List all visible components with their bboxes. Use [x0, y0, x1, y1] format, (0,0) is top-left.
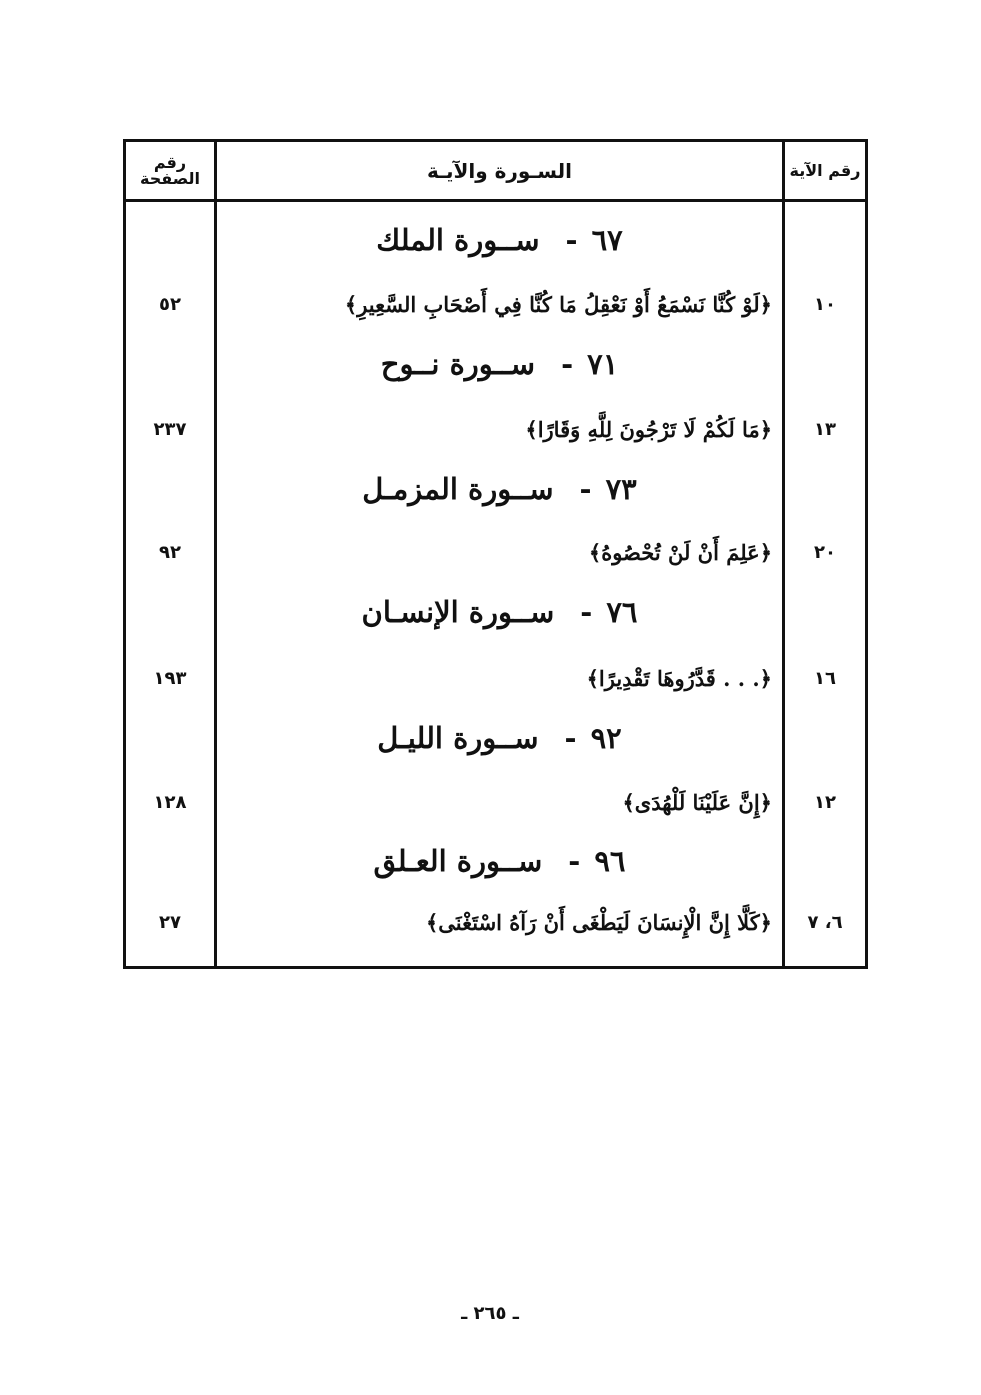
surah-number: ٩٦	[594, 844, 626, 878]
verse-text: ﴿إِنَّ عَلَيْنَا لَلْهُدَى﴾	[622, 789, 772, 815]
surah-number: ٧١	[587, 347, 619, 381]
ayah-number: ١٢	[814, 791, 836, 813]
header-divider	[126, 199, 865, 202]
page-reference: ٥٢	[159, 293, 181, 315]
surah-number: ٩٢	[590, 721, 622, 755]
page-reference: ٢٧	[159, 911, 181, 933]
table-row	[126, 894, 865, 950]
ayah-number: ١٠	[814, 293, 836, 315]
surah-heading	[217, 582, 782, 642]
page-reference: ٩٢	[159, 541, 181, 563]
surah-heading	[217, 831, 782, 891]
surah-heading	[217, 334, 782, 394]
surah-dash: -	[565, 223, 578, 257]
surah-name: ســورة المزمـل	[362, 472, 554, 506]
table-row	[126, 401, 865, 457]
verse-text: ﴿عَلِمَ أَنْ لَنْ تُحْصُوهُ﴾	[588, 539, 772, 565]
header-page-number: رقم الصفحة	[139, 152, 200, 188]
surah-heading	[217, 459, 782, 519]
ayah-number: ٢٠	[814, 541, 836, 563]
table-row	[126, 774, 865, 830]
surah-name: ســورة نــوح	[380, 347, 536, 381]
surah-number: ٧٦	[606, 595, 638, 629]
ayah-number: ١٣	[814, 418, 836, 440]
surah-dash: -	[564, 721, 577, 755]
surah-dash: -	[579, 472, 592, 506]
surah-name: ســورة الإنسـان	[361, 595, 555, 629]
table-row	[126, 650, 865, 706]
header-ayah-number: رقم الآية	[789, 160, 861, 180]
page-reference: ١٩٣	[153, 667, 187, 689]
surah-heading	[217, 210, 782, 270]
verse-text: ﴿مَا لَكُمْ لَا تَرْجُونَ لِلَّهِ وَقَارًا﴾	[525, 416, 772, 442]
surah-dash: -	[580, 595, 593, 629]
surah-number: ٧٣	[605, 472, 637, 506]
surah-name: ســورة العـلق	[373, 844, 543, 878]
surah-name: ســورة الملك	[376, 223, 540, 257]
surah-dash: -	[561, 347, 574, 381]
ayah-number: ١٦	[814, 667, 836, 689]
surah-heading	[217, 708, 782, 768]
page-number-footer: ـ ٢٦٥ ـ	[461, 1303, 519, 1324]
header-surah-and-ayah: السـورة والآيـة	[426, 158, 573, 183]
verse-text: ﴿لَوْ كُنَّا نَسْمَعُ أَوْ نَعْقِلُ مَا كُنَّا فِي أَصْحَابِ السَّعِيرِ﴾	[344, 291, 772, 317]
page-reference: ٢٣٧	[153, 418, 187, 440]
page-reference: ١٢٨	[153, 791, 187, 813]
surah-dash: -	[568, 844, 581, 878]
surah-number: ٦٧	[591, 223, 623, 257]
table-row	[126, 276, 865, 332]
verse-text: ﴿كَلَّا إِنَّ الْإِنسَانَ لَيَطْغَى أَنْ رَآهُ اسْتَغْنَى﴾	[425, 909, 772, 935]
ayah-number: ٦، ٧	[807, 911, 843, 933]
index-table	[123, 139, 868, 969]
table-row	[126, 524, 865, 580]
verse-text: ﴿. . . قَدَّرُوهَا تَقْدِيرًا﴾	[586, 665, 772, 691]
surah-name: ســورة الليـل	[377, 721, 539, 755]
